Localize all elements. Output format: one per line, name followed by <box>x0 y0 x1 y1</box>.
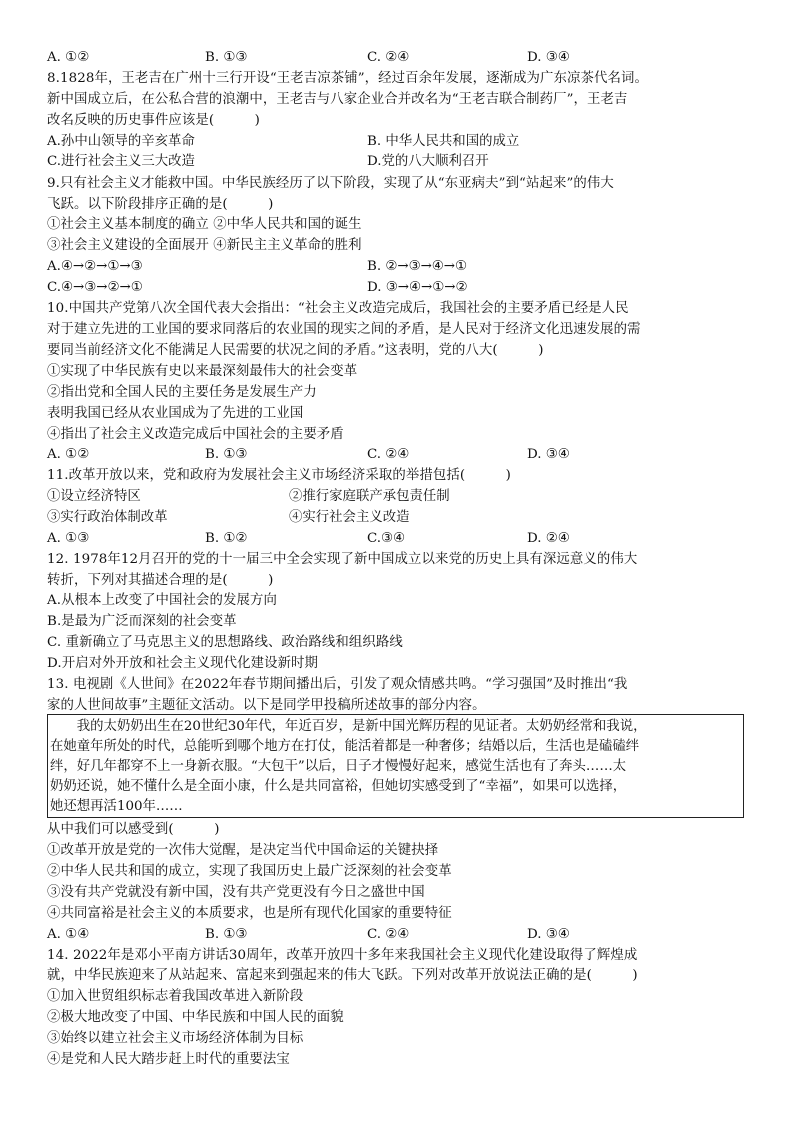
question-14-stem: 14. 2022年是邓小平南方讲话30周年，改革开放四十多年来我国社会主义现代化建设取得了辉煌成 <box>47 948 638 963</box>
story-excerpt-line: 我的太奶奶出生在20世纪30年代，年近百岁，是新中国光辉历程的见证者。太奶奶经常和我说， <box>50 719 647 734</box>
option-a: A. ①③ <box>47 531 90 546</box>
question-9-item: ①社会主义基本制度的确立 ②中华人民共和国的诞生 <box>47 217 362 232</box>
option-c: C.进行社会主义三大改造 <box>47 154 195 169</box>
question-10-item: ②指出党和全国人民的主要任务是发展生产力 <box>47 385 317 400</box>
option-c: C.④→③→②→① <box>47 280 143 295</box>
option-c: C.③④ <box>367 531 406 546</box>
story-excerpt-line: 绊，好几年都穿不上一身新衣服。“大包干”以后，日子才慢慢好起来，感觉生活也有了奔头……太 <box>50 759 627 774</box>
option-a: A.孙中山领导的辛亥革命 <box>47 134 195 149</box>
option-b: B. ②→③→④→① <box>367 259 468 274</box>
question-9-stem: 9.只有社会主义才能救中国。中华民族经历了以下阶段，实现了从“东亚病夫”到“站起来”的伟大 <box>47 176 614 191</box>
option-c: C. ②④ <box>367 50 410 65</box>
question-11-item: ①设立经济特区 <box>47 489 141 504</box>
question-9-item: ③社会主义建设的全面展开 ④新民主主义革命的胜利 <box>47 238 362 253</box>
option-d: D. ②④ <box>527 531 570 546</box>
option-d: D.党的八大顺利召开 <box>367 154 489 169</box>
question-11-stem: 11.改革开放以来，党和政府为发展社会主义市场经济采取的举措包括( ) <box>47 468 511 483</box>
question-11-item: ④实行社会主义改造 <box>289 510 410 525</box>
option-d: D. ③④ <box>527 927 570 942</box>
option-d: D. ③→④→①→② <box>367 280 468 295</box>
question-13-stem: 13. 电视剧《人世间》在2022年春节期间播出后，引发了观众情感共鸣。“学习强国”及时推出“我 <box>47 677 628 692</box>
option-b: B. ①③ <box>205 447 248 462</box>
option-a: A. ①② <box>47 50 90 65</box>
question-14-item: ④是党和人民大踏步赶上时代的重要法宝 <box>47 1052 290 1067</box>
question-11-item: ③实行政治体制改革 <box>47 510 168 525</box>
question-13-item: ③没有共产党就没有新中国，没有共产党更没有今日之盛世中国 <box>47 885 425 900</box>
option-b: B. ①③ <box>205 927 248 942</box>
option-d: D. ③④ <box>527 447 570 462</box>
question-9-stem: 飞跃。以下阶段排序正确的是( ) <box>47 197 274 212</box>
question-13-item: ①改革开放是党的一次伟大觉醒，是决定当代中国命运的关键抉择 <box>47 843 439 858</box>
story-excerpt-line: 她还想再活100年…… <box>50 799 183 814</box>
option-a: A. ①② <box>47 447 90 462</box>
question-13-prompt: 从中我们可以感受到( ) <box>47 822 220 837</box>
question-14-item: ②极大地改变了中国、中华民族和中国人民的面貌 <box>47 1010 344 1025</box>
question-12-stem: 12. 1978年12月召开的党的十一届三中全会实现了新中国成立以来党的历史上具有深远意义的伟大 <box>47 552 638 567</box>
option-b: B.是最为广泛而深刻的社会变革 <box>47 614 237 629</box>
question-14-item: ①加入世贸组织标志着我国改革进入新阶段 <box>47 989 304 1004</box>
option-b: B. 中华人民共和国的成立 <box>367 134 520 149</box>
question-13-item: ②中华人民共和国的成立，实现了我国历史上最广泛深刻的社会变革 <box>47 864 452 879</box>
story-excerpt-line: 奶奶还说，她不懂什么是全面小康，什么是共同富裕，但她切实感受到了“幸福”，如果可以选择， <box>50 779 627 794</box>
option-a: A.从根本上改变了中国社会的发展方向 <box>47 593 277 608</box>
question-10-stem: 对于建立先进的工业国的要求同落后的农业国的现实之间的矛盾，是人民对于经济文化迅速发展的需 <box>47 322 641 337</box>
question-11-item: ②推行家庭联产承包责任制 <box>289 489 450 504</box>
question-14-item: ③始终以建立社会主义市场经济体制为目标 <box>47 1031 304 1046</box>
option-a: A. ①④ <box>47 927 90 942</box>
option-d: D.开启对外开放和社会主义现代化建设新时期 <box>47 656 319 671</box>
option-c: C. 重新确立了马克思主义的思想路线、政治路线和组织路线 <box>47 635 403 650</box>
question-8-stem: 8.1828年，王老吉在广州十三行开设“王老吉凉茶铺”，经过百余年发展，逐渐成为广东凉茶代名词。 <box>47 71 648 86</box>
option-b: B. ①③ <box>205 50 248 65</box>
option-a: A.④→②→①→③ <box>47 259 143 274</box>
option-c: C. ②④ <box>367 447 410 462</box>
option-d: D. ③④ <box>527 50 570 65</box>
question-10-item: 表明我国已经从农业国成为了先进的工业国 <box>47 406 304 421</box>
question-10-stem: 要同当前经济文化不能满足人民需要的状况之间的矛盾。”这表明，党的八大( ) <box>47 343 544 358</box>
question-10-item: ①实现了中华民族有史以来最深刻最伟大的社会变革 <box>47 364 358 379</box>
question-8-stem: 新中国成立后，在公私合营的浪潮中，王老吉与八家企业合并改名为“王老吉联合制药厂”，王老吉 <box>47 92 628 107</box>
question-13-stem: 家的人世间故事”主题征文活动。以下是同学甲投稿所述故事的部分内容。 <box>47 698 486 713</box>
question-10-stem: 10.中国共产党第八次全国代表大会指出：“社会主义改造完成后，我国社会的主要矛盾已经是人民 <box>47 301 629 316</box>
question-14-stem: 就，中华民族迎来了从站起来、富起来到强起来的伟大飞跃。下列对改革开放说法正确的是( ) <box>47 968 638 983</box>
question-8-stem: 改名反映的历史事件应该是( ) <box>47 113 261 128</box>
option-c: C. ②④ <box>367 927 410 942</box>
question-10-item: ④指出了社会主义改造完成后中国社会的主要矛盾 <box>47 427 344 442</box>
option-b: B. ①② <box>205 531 248 546</box>
question-12-stem: 转折，下列对其描述合理的是( ) <box>47 573 274 588</box>
question-13-item: ④共同富裕是社会主义的本质要求，也是所有现代化国家的重要特征 <box>47 906 452 921</box>
story-excerpt-line: 在她童年所处的时代，总能听到哪个地方在打仗，能活着都是一种奢侈；结婚以后，生活也是磕磕绊 <box>50 739 640 754</box>
